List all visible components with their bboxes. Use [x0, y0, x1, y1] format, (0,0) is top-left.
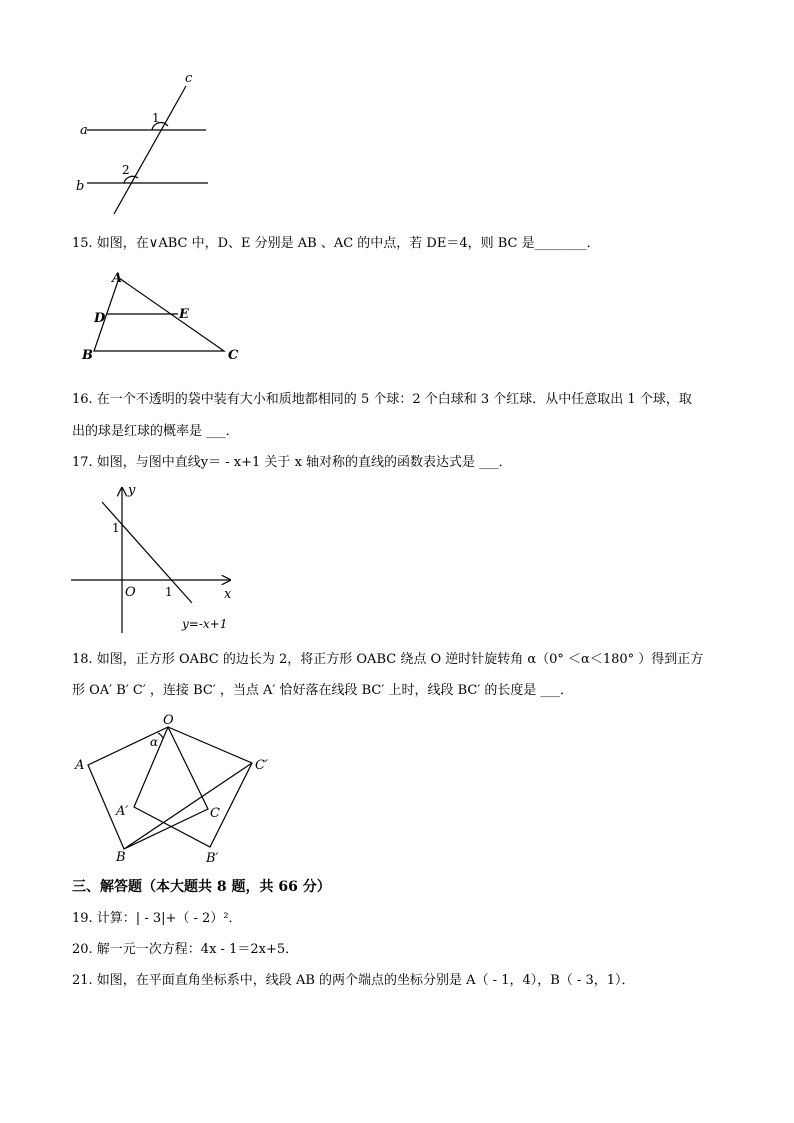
point-b: B — [116, 850, 126, 865]
coordinate-figure — [0, 480, 794, 640]
question-21: 21. 如图，在平面直角坐标系中，线段 AB 的两个端点的坐标分别是 A（ - 1，4），B（ - 3，1）． — [72, 973, 635, 988]
rotated-squares-figure — [0, 705, 794, 870]
question-15: 15. 如图，在∨ABC 中，D、E 分别是 AB 、AC 的中点，若 DE＝4，则 BC 是________． — [72, 236, 600, 251]
label-c: c — [185, 71, 193, 86]
vertex-a: A — [112, 271, 123, 286]
y-tick-1: 1 — [112, 521, 120, 535]
origin-label: O — [125, 585, 136, 600]
label-b: b — [76, 179, 85, 194]
square-oabc — [88, 727, 208, 849]
question-16-line-2: 出的球是红球的概率是 ___． — [72, 424, 239, 439]
question-18-line-2: 形 OA′ B′ C′ ，连接 BC′ ，当点 A′ 恰好落在线段 BC′ 上时，线段 BC′ 的长度是 ___． — [72, 683, 574, 698]
x-tick-1: 1 — [165, 585, 173, 599]
axis-label-y: y — [128, 483, 136, 498]
point-o: O — [163, 713, 174, 728]
line-equation-label: y=-x+1 — [182, 617, 228, 631]
parallel-lines-figure — [0, 0, 794, 230]
alpha-arc — [158, 733, 163, 738]
question-17: 17. 如图，与图中直线y＝ - x+1 关于 x 轴对称的直线的函数表达式是 ___． — [72, 455, 512, 470]
point-c: C — [210, 806, 220, 821]
label-a: a — [80, 123, 88, 138]
point-a: A — [75, 758, 85, 773]
vertex-c: C — [228, 348, 239, 363]
question-16-line-1: 16. 在一个不透明的袋中装有大小和质地都相同的 5 个球：2 个白球和 3 个红球．从中任意取出 1 个球，取 — [72, 392, 692, 407]
point-a-prime: A′ — [116, 804, 129, 819]
question-20: 20. 解一元一次方程：4x - 1＝2x+5． — [72, 942, 299, 957]
vertex-b: B — [82, 348, 93, 363]
vertex-d: D — [94, 311, 106, 326]
label-angle-2: 2 — [122, 163, 130, 177]
angle-alpha: α — [150, 735, 159, 749]
point-c-prime: C′ — [255, 758, 268, 773]
line-c — [114, 86, 186, 214]
angle-2-arc — [124, 176, 138, 183]
segment-bc-prime — [124, 763, 252, 849]
question-19: 19. 计算：| - 3|+（ - 2）²． — [72, 911, 242, 926]
line-y-neg-x-plus-1 — [102, 502, 192, 603]
point-b-prime: B′ — [206, 851, 219, 866]
question-18-line-1: 18. 如图，正方形 OABC 的边长为 2，将正方形 OABC 绕点 O 逆时针旋转角 α（0° ＜α＜180° ）得到正方 — [72, 652, 704, 667]
vertex-e: E — [179, 307, 189, 322]
label-angle-1: 1 — [152, 111, 160, 125]
triangle-figure — [0, 260, 794, 370]
section-3-heading: 三、解答题（本大题共 8 题，共 66 分） — [72, 879, 331, 895]
axis-label-x: x — [224, 587, 232, 602]
